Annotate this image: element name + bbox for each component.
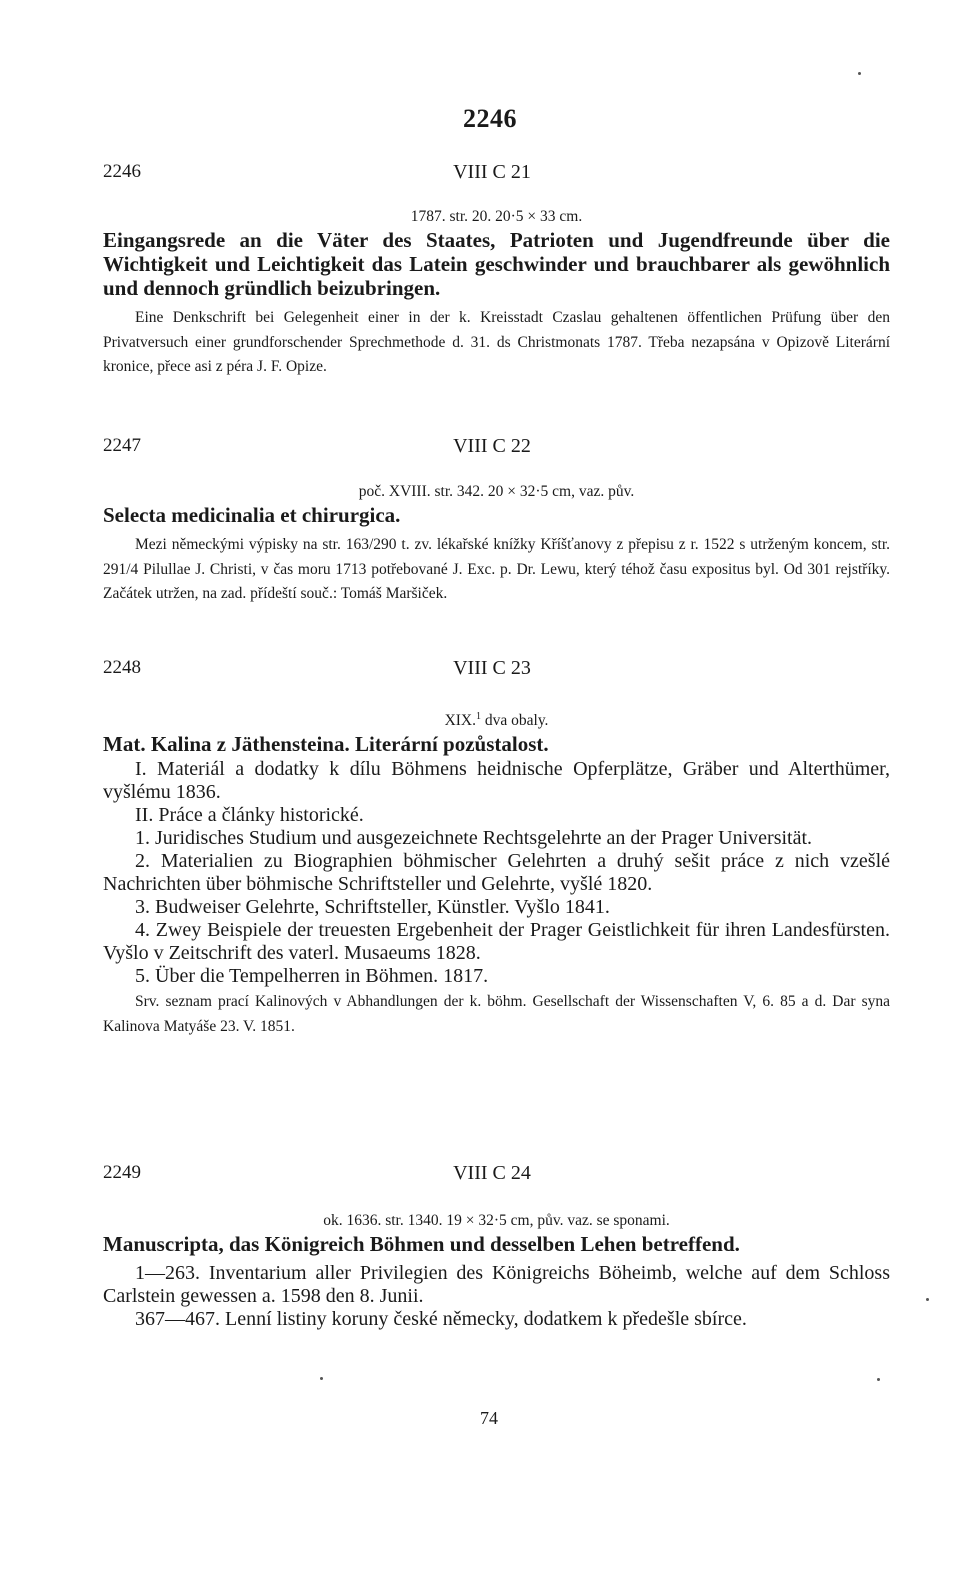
scan-speck xyxy=(926,1298,929,1301)
list-item: 4. Zwey Beispiele der treuesten Ergebenheit der Prager Geistlichkeit für ihren Landesfürsten. Vyšlo v Zeitschrift des vaterl. Musaeums 1828. xyxy=(103,919,890,965)
entry-block xyxy=(103,1210,890,1331)
scan-speck xyxy=(877,1378,880,1381)
contents-list xyxy=(103,758,890,988)
entry-title: Selecta medicinalia et chirurgica. xyxy=(103,503,401,527)
entry-meta xyxy=(103,706,890,732)
list-item: 3. Budweiser Gelehrte, Schriftsteller, Künstler. Vyšlo 1841. xyxy=(135,896,610,919)
entry-number: 2248 xyxy=(103,657,141,678)
shelf-signature: VIII C 22 xyxy=(453,435,531,457)
entry-meta: poč. XVIII. str. 342. 20 × 32·5 cm, vaz. pův. xyxy=(358,483,635,500)
scan-speck xyxy=(320,1377,323,1380)
entry-block xyxy=(103,706,890,1039)
entry-note xyxy=(103,533,890,607)
running-head: 2246 xyxy=(463,104,517,133)
scan-speck xyxy=(858,72,861,75)
entry-note-text: Mezi německými výpisky na str. 163/290 t. zv. lékařské knížky Kříšťanovy z přepisu z r. 1522 s utrženým koncem, str. 291/4 Pilullae J. Christi, v čas moru 1713 potřebované J. Exc. p. Dr. Lewu, který téhož času expositus byl. Od 301 rejstříky. Začátek utržen, na zad. přídeští souč.: Tomáš Maršiček. xyxy=(103,536,890,602)
list-item: 5. Über die Tempelherren in Böhmen. 1817. xyxy=(135,965,489,988)
list-item: I. Materiál a dodatky k dílu Böhmens heidnische Opferplätze, Gräber und Alterthümer, vyšlému 1836. xyxy=(103,758,890,804)
entry-number: 2246 xyxy=(103,161,141,182)
entry-number: 2247 xyxy=(103,435,141,456)
entry-title: Mat. Kalina z Jäthensteina. Literární pozůstalost. xyxy=(103,732,549,757)
shelf-signature: VIII C 24 xyxy=(453,1162,531,1184)
shelf-signature: VIII C 23 xyxy=(453,657,531,679)
entry-note xyxy=(103,990,890,1039)
entry-block xyxy=(103,481,890,607)
entry-title: Eingangsrede an die Väter des Staates, Patrioten und Jugendfreunde über die Wichtigkeit und Leichtigkeit das Latein geschwinder und brauchbarer als gewöhnlich und dennoch gründlich beizubringen. xyxy=(103,228,890,300)
list-item: 367—467. Lenní listiny koruny české německy, dodatkem k předešle sbírce. xyxy=(135,1308,747,1330)
entry-meta-date: XIX. xyxy=(444,712,476,730)
entry-meta-rest: dva obaly. xyxy=(481,712,549,730)
list-item: 2. Materialien zu Biographien böhmischer Gelehrten a druhý sešit práce z nich vzešlé Nachrichten über böhmische Schriftsteller und Gelehrte, vyšlé 1820. xyxy=(103,850,890,896)
entry-block xyxy=(103,206,890,380)
shelf-signature: VIII C 21 xyxy=(453,161,531,183)
list-item: 1—263. Inventarium aller Privilegien des Königreichs Böheimb, welche auf dem Schloss Carlstein gewessen a. 1598 den 8. Junii. xyxy=(103,1262,890,1307)
entry-note-text: Eine Denkschrift bei Gelegenheit einer in der k. Kreisstadt Czaslau gehaltenen öffentlichen Prüfung über den Privatversuch einer grundforschender Sprechmethode d. 31. ds Christmonats 1787. Třeba nezapsána v Opizově Literární kronice, přece asi z péra J. F. Opize. xyxy=(103,309,890,375)
entry-number: 2249 xyxy=(103,1162,141,1183)
entry-meta: ok. 1636. str. 1340. 19 × 32·5 cm, pův. vaz. se sponami. xyxy=(323,1212,670,1229)
entry-title: Manuscripta, das Königreich Böhmen und desselben Lehen betreffend. xyxy=(103,1232,740,1256)
entry-meta-footnote: 1 xyxy=(476,711,481,722)
contents-list xyxy=(103,1262,890,1331)
entry-note xyxy=(103,306,890,380)
page-number: 74 xyxy=(480,1408,498,1428)
entry-note-text: Srv. seznam prací Kalinových v Abhandlungen der k. böhm. Gesellschaft der Wissenschaften V, 6. 85 a d. Dar syna Kalinova Matyáše 23. V. 1851. xyxy=(103,993,890,1035)
entry-meta: 1787. str. 20. 20·5 × 33 cm. xyxy=(410,208,583,225)
list-item: II. Práce a články historické. xyxy=(135,804,364,827)
list-item: 1. Juridisches Studium und ausgezeichnete Rechtsgelehrte an der Prager Universität. xyxy=(135,827,813,850)
